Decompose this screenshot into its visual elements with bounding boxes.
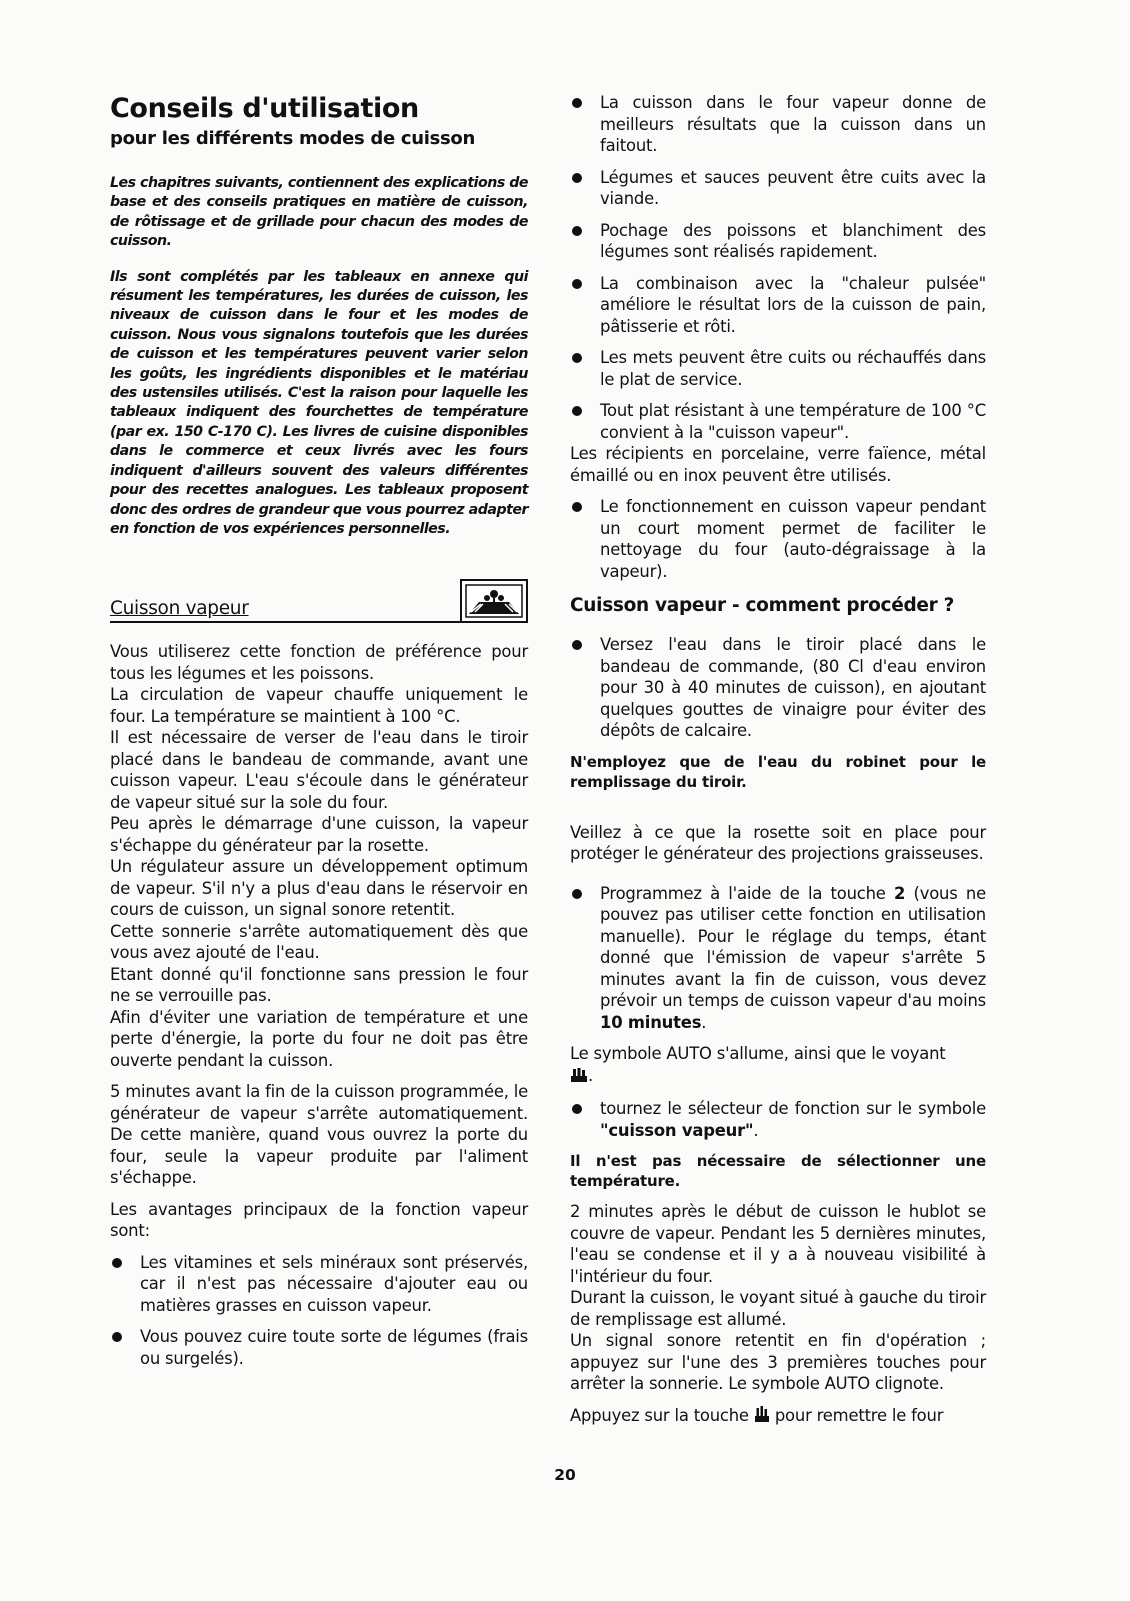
- auto-symbol-end: .: [588, 1065, 594, 1085]
- right-paragraph-auto-symbol: [570, 1043, 986, 1088]
- section-title-cuisson-vapeur: Cuisson vapeur: [110, 598, 249, 620]
- last-line-before: Appuyez sur la touche: [570, 1405, 754, 1425]
- right-bullet-water: Versez l'eau dans le tiroir placé dans le bandeau de commande, (80 Cl d'eau environ pour 30 à 40 minutes de cuisson), en ajoutant quelques gouttes de vinaigre pour éviter des dépôts de calcaire.: [570, 634, 986, 742]
- page-subtitle: pour les différents modes de cuisson: [110, 128, 475, 149]
- left-bullet-vegetables: Vous pouvez cuire toute sorte de légumes (frais ou surgelés).: [110, 1326, 528, 1369]
- section-header-cuisson-vapeur: [110, 579, 528, 623]
- right-paragraph-recipients: Les récipients en porcelaine, verre faïence, métal émaillé ou en inox peuvent être utilisés.: [570, 444, 986, 485]
- left-paragraph-4: Peu après le démarrage d'une cuisson, la vapeur s'échappe du générateur par la rosette.: [110, 814, 528, 855]
- page-number: 20: [554, 1466, 576, 1484]
- right-final-2: Durant la cuisson, le voyant situé à gauche du tiroir de remplissage est allumé.: [570, 1288, 986, 1329]
- warning-tap-water: N'employez que de l'eau du robinet pour le remplissage du tiroir.: [570, 752, 986, 791]
- right-bullet-selector: [570, 1098, 986, 1141]
- program-text-1: Programmez à l'aide de la touche: [600, 883, 894, 903]
- last-line-after: pour remettre le four: [769, 1405, 944, 1425]
- hand-key-icon: [570, 1067, 588, 1089]
- left-bullet-vitamins: Les vitamines et sels minéraux sont préservés, car il n'est pas nécessaire d'ajouter eau ou matières grasses en cuisson vapeur.: [110, 1252, 528, 1317]
- left-paragraph-1: Vous utiliserez cette fonction de préférence pour tous les légumes et les poissons.: [110, 642, 528, 683]
- program-key-2: 2: [893, 883, 906, 903]
- program-text-2: (vous ne pouvez pas utiliser cette fonction en utilisation manuelle). Pour le réglage du temps, étant donné que l'émission de vapeur s'arrête 5 minutes avant la fin de cuisson, vous devez prévoir un temps de cuisson vapeur d'au moins: [600, 883, 986, 1010]
- left-paragraph-end-of-cooking: 5 minutes avant la fin de la cuisson programmée, le générateur de vapeur s'arrête automatiquement. De cette manière, quand vous ouvrez la porte du four, seule la vapeur produite par l'aliment s'échappe.: [110, 1082, 528, 1188]
- right-bullet-2: Légumes et sauces peuvent être cuits avec la viande.: [570, 167, 986, 210]
- right-paragraph-rosette: Veillez à ce que la rosette soit en place pour protéger le générateur des projections graisseuses.: [570, 822, 986, 863]
- intro-paragraph-1: Les chapitres suivants, contiennent des explications de base et des conseils pratiques en matière de cuisson, de rôtissage et de grillade pour chacun des modes de cuisson.: [110, 175, 528, 250]
- right-bullet-4: La combinaison avec la "chaleur pulsée" améliore le résultat lors de la cuisson de pain, pâtisserie et rôti.: [570, 273, 986, 338]
- selector-end: .: [753, 1120, 759, 1140]
- right-bullet-1: La cuisson dans le four vapeur donne de meilleurs résultats que la cuisson dans un faitout.: [570, 92, 986, 157]
- right-column: [570, 92, 986, 1428]
- hand-key-icon-2: [754, 1405, 770, 1429]
- selector-text: tournez le sélecteur de fonction sur le symbole: [600, 1099, 986, 1118]
- right-bullet-cleaning: Le fonctionnement en cuisson vapeur pendant un court moment permet de faciliter le nettoyage du four (auto-dégraissage à la vapeur).: [570, 496, 986, 582]
- section-title-comment-proceder: Cuisson vapeur - comment procéder ?: [570, 595, 955, 616]
- left-paragraph-5: Un régulateur assure un développement optimum de vapeur. S'il n'y a plus d'eau dans le réservoir en cours de cuisson, un signal sonore retentit.: [110, 857, 528, 920]
- right-final-3: Un signal sonore retentit en fin d'opération ; appuyez sur l'une des 3 premières touches pour arrêter la sonnerie. Le symbole AUTO clignote.: [570, 1331, 986, 1393]
- selector-bold: "cuisson vapeur": [600, 1120, 754, 1140]
- left-paragraph-6: Cette sonnerie s'arrête automatiquement dès que vous avez ajouté de l'eau.: [110, 921, 528, 963]
- right-final-1: 2 minutes après le début de cuisson le hublot se couvre de vapeur. Pendant les 5 dernières minutes, l'eau se condense et il y a à nouveau visibilité à l'intérieur du four.: [570, 1202, 986, 1286]
- right-bullet-3: Pochage des poissons et blanchiment des légumes sont réalisés rapidement.: [570, 220, 986, 263]
- program-min-time: 10 minutes: [600, 1012, 702, 1032]
- program-text-end: .: [701, 1012, 707, 1032]
- right-last-line: [570, 1405, 986, 1429]
- left-paragraph-8: Afin d'éviter une variation de température et une perte d'énergie, la porte du four ne doit pas être ouverte pendant la cuisson.: [110, 1007, 528, 1070]
- auto-symbol-text: Le symbole AUTO s'allume, ainsi que le voyant: [570, 1044, 946, 1063]
- left-paragraph-advantages: Les avantages principaux de la fonction vapeur sont:: [110, 1199, 528, 1241]
- left-column: [110, 92, 528, 1369]
- steam-symbol-icon: [460, 579, 528, 621]
- page-title: Conseils d'utilisation: [110, 93, 419, 124]
- intro-paragraph-2: Ils sont complétés par les tableaux en annexe qui résument les températures, les durées de cuisson, les niveaux de cuisson dans le four et les modes de cuisson. Nous vous signalons toutefois que les durées de cuisson et les températures peuvent varier selon les goûts, les ingrédients disponibles et le matériau des ustensiles utilisés. C'est la raison pour laquelle les tableaux indiquent des fourchettes de température (par ex. 150 C-170 C). Les livres de cuisine disponibles dans le commerce et ceux livrés avec les fours indiquent d'ailleurs souvent des valeurs différentes pour des recettes analogues. Les tableaux proposent donc des ordres de grandeur que vous pourrez adapter en fonction de vos expériences personnelles.: [110, 268, 528, 537]
- right-bullet-program: [570, 883, 986, 1034]
- warning-no-temperature: Il n'est pas nécessaire de sélectionner une température.: [570, 1152, 986, 1190]
- left-paragraph-2: La circulation de vapeur chauffe uniquement le four. La température se maintient à 100 °C.: [110, 685, 528, 726]
- right-bullet-6: Tout plat résistant à une température de 100 °C convient à la "cuisson vapeur".: [570, 400, 986, 443]
- right-bullet-5: Les mets peuvent être cuits ou réchauffés dans le plat de service.: [570, 347, 986, 390]
- left-paragraph-7: Etant donné qu'il fonctionne sans pression le four ne se verrouille pas.: [110, 964, 528, 1006]
- left-paragraph-3: Il est nécessaire de verser de l'eau dans le tiroir placé dans le bandeau de commande, avant une cuisson vapeur. L'eau s'écoule dans le générateur de vapeur situé sur la sole du four.: [110, 728, 528, 812]
